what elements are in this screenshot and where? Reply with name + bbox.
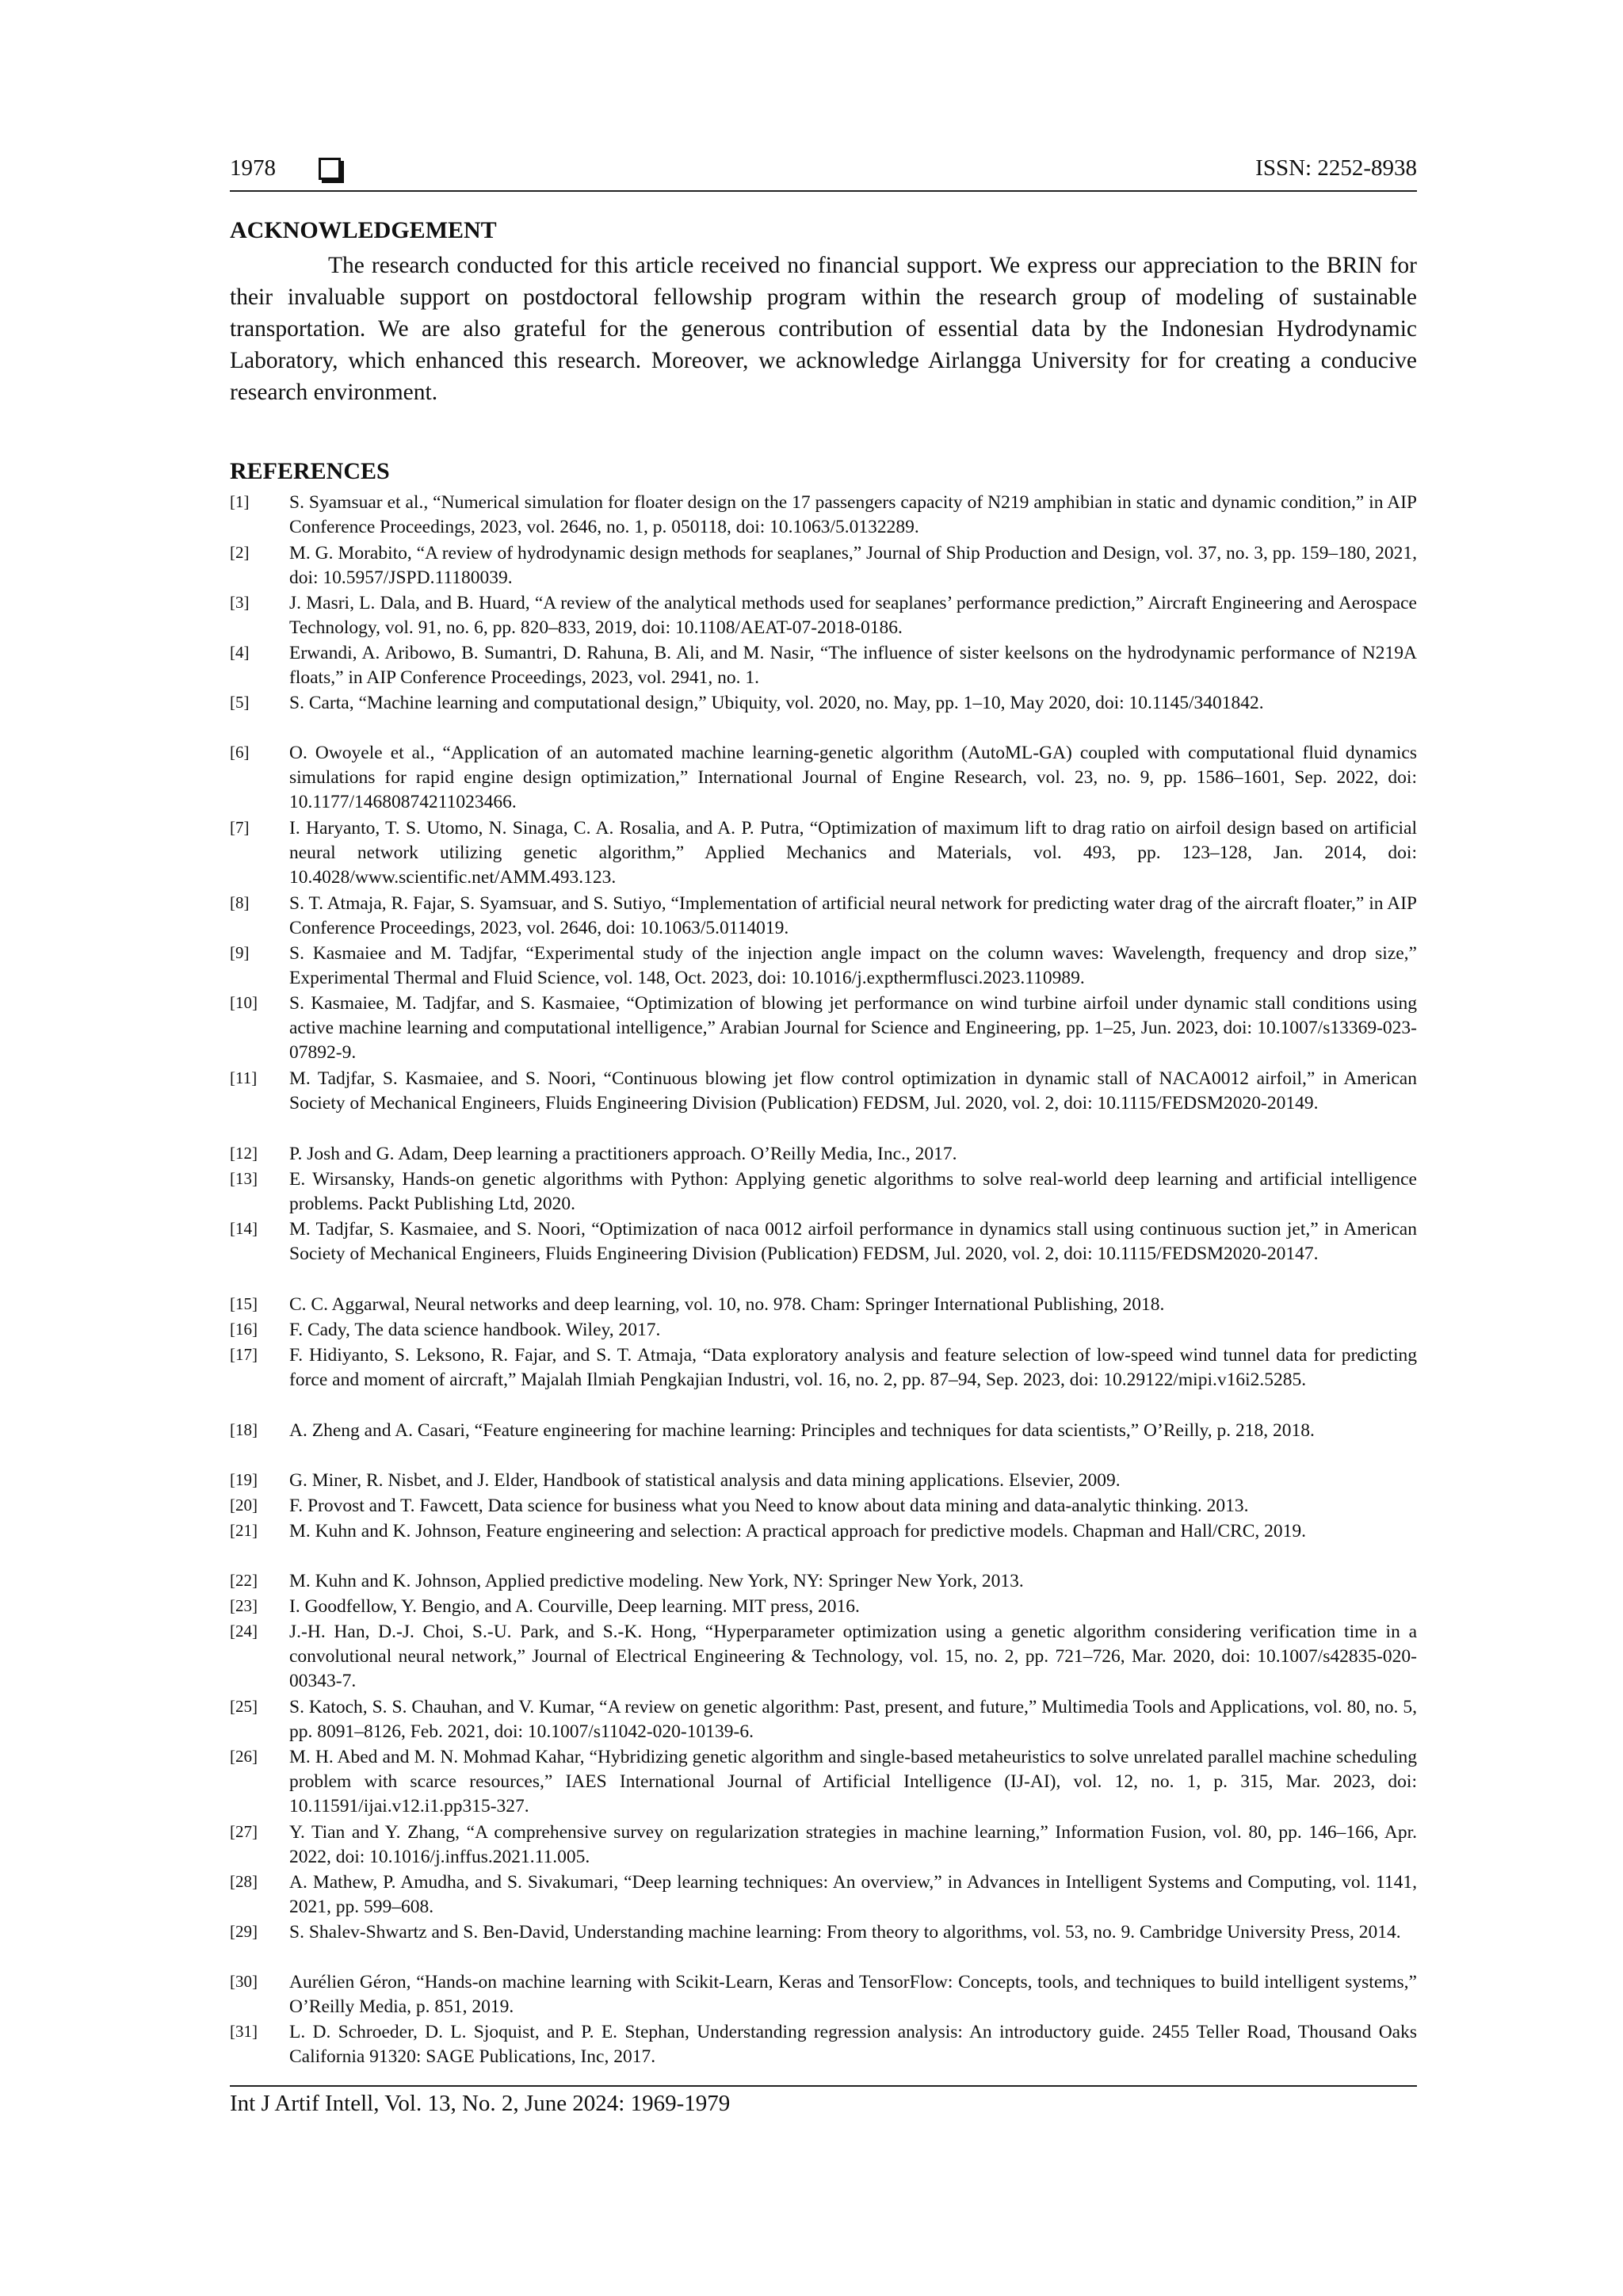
reference-text: S. Syamsuar et al., “Numerical simulation for floater design on the 17 passengers capacity of N219 amphibian in static and dynamic condition,” in AIP Conference Proceedings, 2023, vol. 2646, no. 1, p. 050118, doi: 10.1063/5.0132289. <box>289 492 1417 537</box>
reference-text: S. Kasmaiee, M. Tadjfar, and S. Kasmaiee, “Optimization of blowing jet performance on wind turbine airfoil under dynamic stall conditions using active machine learning and computational intelligence,” Arabian Journal for Science and Engineering, pp. 1–25, Jun. 2023, doi: 10.1007/s13369-023-07892-9. <box>289 993 1417 1063</box>
reference-number: [10] <box>230 993 258 1012</box>
reference-text: A. Mathew, P. Amudha, and S. Sivakumari, “Deep learning techniques: An overview,” in Advances in Intelligent Systems and Computing, vol. 1141, 2021, pp. 599–608. <box>289 1872 1417 1917</box>
reference-text: Aurélien Géron, “Hands-on machine learning with Scikit-Learn, Keras and TensorFlow: Concepts, tools, and techniques to build intelligent systems,” O’Reilly Media, p. 851, 2019. <box>289 1972 1417 2017</box>
reference-number: [8] <box>230 893 250 912</box>
reference-text: M. Kuhn and K. Johnson, Applied predictive modeling. New York, NY: Springer New York, 2013. <box>289 1571 1024 1591</box>
reference-number: [1] <box>230 492 250 511</box>
reference-text: M. Tadjfar, S. Kasmaiee, and S. Noori, “Optimization of naca 0012 airfoil performance in dynamics stall using continuous suction jet,” in American Society of Mechanical Engineers, Fluids Engineering Division (Publication) FEDSM, Jul. 2020, vol. 2, doi: 10.1115/FEDSM2020-20147. <box>289 1219 1417 1264</box>
reference-number: [4] <box>230 643 250 662</box>
reference-text: P. Josh and G. Adam, Deep learning a practitioners approach. O’Reilly Media, Inc., 2017. <box>289 1144 957 1164</box>
issn-label: ISSN: 2252-8938 <box>1255 155 1417 181</box>
reference-number: [31] <box>230 2022 258 2041</box>
reference-number: [16] <box>230 1320 258 1339</box>
reference-number: [9] <box>230 943 250 962</box>
reference-number: [30] <box>230 1972 258 1991</box>
reference-number: [3] <box>230 593 250 612</box>
reference-text: I. Goodfellow, Y. Bengio, and A. Courville, Deep learning. MIT press, 2016. <box>289 1596 860 1617</box>
reference-text: F. Hidiyanto, S. Leksono, R. Fajar, and S. T. Atmaja, “Data exploratory analysis and feature selection of low-speed wind tunnel data for predicting force and moment of aircraft,” Majalah Ilmiah Pengkajian Industri, vol. 16, no. 2, pp. 87–94, Sep. 2023, doi: 10.29122/mipi.v16i2.5285. <box>289 1345 1417 1390</box>
reference-number: [19] <box>230 1470 258 1489</box>
reference-text: I. Haryanto, T. S. Utomo, N. Sinaga, C. A. Rosalia, and A. P. Putra, “Optimization of maximum lift to drag ratio on airfoil design based on artificial neural network utilizing genetic algorithm,” Applied Mechanics and Materials, vol. 493, pp. 123–128, Jan. 2014, doi: 10.4028/www.scientific.net/AMM.493.123. <box>289 818 1417 888</box>
reference-number: [27] <box>230 1822 258 1841</box>
reference-number: [24] <box>230 1622 258 1641</box>
reference-number: [5] <box>230 693 250 712</box>
reference-text: M. Kuhn and K. Johnson, Feature engineering and selection: A practical approach for predictive models. Chapman and Hall/CRC, 2019. <box>289 1521 1307 1541</box>
page-number: 1978 <box>230 155 276 181</box>
square-box-icon <box>319 158 341 180</box>
footer-rule <box>230 2085 1417 2087</box>
reference-text: S. Katoch, S. S. Chauhan, and V. Kumar, “A review on genetic algorithm: Past, present, and future,” Multimedia Tools and Applications, vol. 80, no. 5, pp. 8091–8126, Feb. 2021, doi: 10.1007/s11042-020-10139-6. <box>289 1697 1417 1742</box>
reference-text: S. Kasmaiee and M. Tadjfar, “Experimental study of the injection angle impact on the column waves: Wavelength, frequency and drop size,” Experimental Thermal and Fluid Science, vol. 148, Oct. 2023, doi: 10.1016/j.expthermflusci.2023.110989. <box>289 943 1417 988</box>
reference-number: [2] <box>230 543 250 562</box>
reference-text: Y. Tian and Y. Zhang, “A comprehensive survey on regularization strategies in machine learning,” Information Fusion, vol. 80, pp. 146–166, Apr. 2022, doi: 10.1016/j.inffus.2021.11.005. <box>289 1822 1417 1867</box>
reference-text: M. Tadjfar, S. Kasmaiee, and S. Noori, “Continuous blowing jet flow control optimization in dynamic stall of NACA0012 airfoil,” in American Society of Mechanical Engineers, Fluids Engineering Division (Publication) FEDSM, Jul. 2020, vol. 2, doi: 10.1115/FEDSM2020-20149. <box>289 1068 1417 1114</box>
reference-text: J.-H. Han, D.-J. Choi, S.-U. Park, and S.-K. Hong, “Hyperparameter optimization using a genetic algorithm considering verification time in a convolutional neural network,” Journal of Electrical Engineering & Technology, vol. 15, no. 2, pp. 721–726, Mar. 2020, doi: 10.1007/s42835-020-00343-7. <box>289 1622 1417 1691</box>
page-footer: Int J Artif Intell, Vol. 13, No. 2, June 2024: 1969-1979 <box>230 2091 731 2116</box>
reference-text: F. Cady, The data science handbook. Wiley, 2017. <box>289 1320 661 1340</box>
reference-text: E. Wirsansky, Hands-on genetic algorithms with Python: Applying genetic algorithms to solve real-world deep learning and artificial intelligence problems. Packt Publishing Ltd, 2020. <box>289 1169 1417 1214</box>
reference-text: S. Shalev-Shwartz and S. Ben-David, Understanding machine learning: From theory to algorithms, vol. 53, no. 9. Cambridge University Press, 2014. <box>289 1922 1401 1943</box>
reference-text: F. Provost and T. Fawcett, Data science for business what you Need to know about data mining and data-analytic thinking. 2013. <box>289 1496 1249 1516</box>
reference-text: L. D. Schroeder, D. L. Sjoquist, and P. E. Stephan, Understanding regression analysis: An introductory guide. 2455 Teller Road, Thousand Oaks California 91320: SAGE Publications, Inc, 2017. <box>289 2022 1417 2067</box>
reference-number: [22] <box>230 1571 258 1590</box>
page-header <box>230 155 1417 190</box>
reference-number: [25] <box>230 1697 258 1716</box>
reference-text: C. C. Aggarwal, Neural networks and deep learning, vol. 10, no. 978. Cham: Springer International Publishing, 2018. <box>289 1294 1165 1315</box>
reference-number: [26] <box>230 1747 258 1766</box>
reference-number: [14] <box>230 1219 258 1238</box>
reference-number: [7] <box>230 818 250 837</box>
reference-number: [6] <box>230 743 250 762</box>
reference-number: [11] <box>230 1068 258 1087</box>
acknowledgement-heading: ACKNOWLEDGEMENT <box>230 217 497 243</box>
header-rule <box>230 190 1417 192</box>
reference-number: [15] <box>230 1294 258 1313</box>
reference-number: [23] <box>230 1596 258 1615</box>
acknowledgement-text: The research conducted for this article received no financial support. We express our appreciation to the BRIN for their invaluable support on postdoctoral fellowship program within the research group of modeling of sustainable transportation. We are also grateful for the generous contribution of essential data by the Indonesian Hydrodynamic Laboratory, which enhanced this research. Moreover, we acknowledge Airlangga University for for creating a conducive research environment. <box>230 253 1417 405</box>
reference-text: M. H. Abed and M. N. Mohmad Kahar, “Hybridizing genetic algorithm and single-based metaheuristics to solve unrelated parallel machine scheduling problem with scarce resources,” IAES International Journal of Artificial Intelligence (IJ-AI), vol. 12, no. 1, p. 315, Mar. 2023, doi: 10.11591/ijai.v12.i1.pp315-327. <box>289 1747 1417 1817</box>
reference-number: [13] <box>230 1169 258 1188</box>
reference-text: S. Carta, “Machine learning and computational design,” Ubiquity, vol. 2020, no. May, pp. 1–10, May 2020, doi: 10.1145/3401842. <box>289 693 1264 713</box>
reference-number: [21] <box>230 1521 258 1540</box>
reference-text: M. G. Morabito, “A review of hydrodynamic design methods for seaplanes,” Journal of Ship Production and Design, vol. 37, no. 3, pp. 159–180, 2021, doi: 10.5957/JSPD.11180039. <box>289 543 1417 588</box>
references-heading: REFERENCES <box>230 458 390 484</box>
reference-text: S. T. Atmaja, R. Fajar, S. Syamsuar, and S. Sutiyo, “Implementation of artificial neural network for predicting water drag of the aircraft floater,” in AIP Conference Proceedings, 2023, vol. 2646, doi: 10.1063/5.0114019. <box>289 893 1417 938</box>
reference-text: G. Miner, R. Nisbet, and J. Elder, Handbook of statistical analysis and data mining applications. Elsevier, 2009. <box>289 1470 1121 1491</box>
reference-number: [28] <box>230 1872 258 1891</box>
reference-text: Erwandi, A. Aribowo, B. Sumantri, D. Rahuna, B. Ali, and M. Nasir, “The influence of sister keelsons on the hydrodynamic performance of N219A floats,” in AIP Conference Proceedings, 2023, vol. 2941, no. 1. <box>289 643 1417 688</box>
reference-number: [18] <box>230 1420 258 1439</box>
reference-text: J. Masri, L. Dala, and B. Huard, “A review of the analytical methods used for seaplanes’ performance prediction,” Aircraft Engineering and Aerospace Technology, vol. 91, no. 6, pp. 820–833, 2019, doi: 10.1108/AEAT-07-2018-0186. <box>289 593 1417 638</box>
reference-number: [20] <box>230 1496 258 1515</box>
reference-text: O. Owoyele et al., “Application of an automated machine learning-genetic algorithm (AutoML-GA) coupled with computational fluid dynamics simulations for rapid engine design optimization,” International Journal of Engine Research, vol. 23, no. 9, pp. 1586–1601, Sep. 2022, doi: 10.1177/14680874211023466. <box>289 743 1417 812</box>
reference-number: [12] <box>230 1144 258 1163</box>
reference-text: A. Zheng and A. Casari, “Feature engineering for machine learning: Principles and techniques for data scientists,” O’Reilly, p. 218, 2018. <box>289 1420 1315 1441</box>
reference-number: [17] <box>230 1345 258 1364</box>
reference-number: [29] <box>230 1922 258 1941</box>
